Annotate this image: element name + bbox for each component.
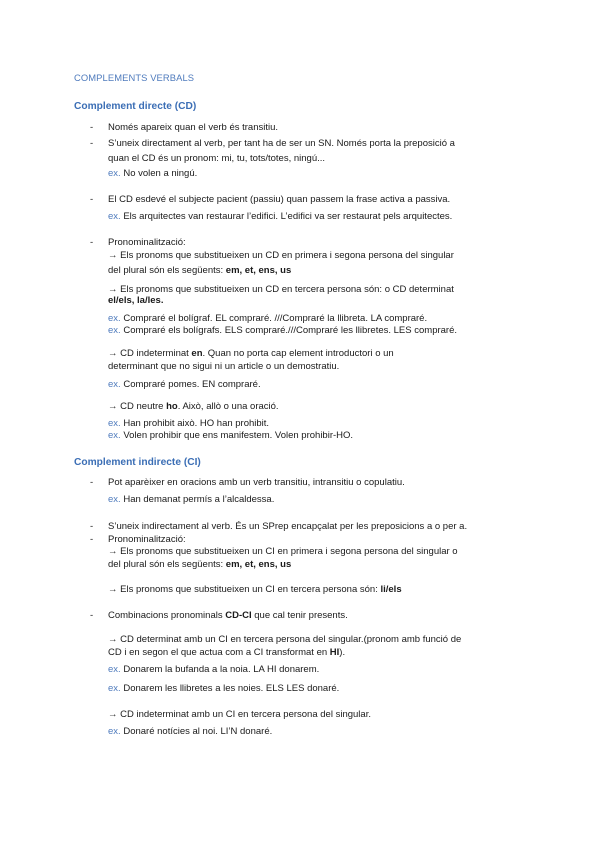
arrow-icon: →: [108, 401, 118, 412]
cd-bullet-sn-l1: S’uneix directament al verb, per tant ha de ser un SN. Només porta la preposició a: [108, 138, 455, 149]
example-line: [108, 726, 272, 738]
bullet-dash: -: [90, 477, 94, 488]
example-line: [108, 430, 353, 442]
arrow-icon: →: [108, 250, 118, 261]
cd-bullet-passiva: El CD esdevé el subjecte pacient (passiu) quan passem la frase activa a passiva.: [108, 194, 451, 205]
cd-pronoms-1-l2: del plural són els següents: em, et, ens, us: [108, 265, 292, 276]
example-line: [108, 325, 457, 337]
cd-indeterminat-l2: determinant que no sigui ni un article o un demostratiu.: [108, 361, 340, 372]
example-text: Han prohibit això. HO han prohibit.: [123, 418, 270, 429]
section-heading-ci: Complement indirecte (CI): [74, 457, 201, 468]
example-label: ex.: [108, 325, 121, 336]
arrow-icon: →: [108, 709, 118, 720]
bullet-dash: -: [90, 122, 94, 133]
example-text: Els arquitectes van restaurar l’edifici. L’edifici va ser restaurat pels arquitectes.: [123, 211, 453, 222]
example-text: Compraré el bolígraf. EL compraré. ///Compraré la llibreta. LA compraré.: [123, 313, 428, 324]
section-heading-cd: Complement directe (CD): [74, 101, 197, 112]
ci-pronominalitzacio: Pronominalització:: [108, 534, 186, 545]
example-label: ex.: [108, 494, 121, 505]
example-label: ex.: [108, 211, 121, 222]
page-title: COMPLEMENTS VERBALS: [74, 72, 195, 83]
arrow-icon: →: [108, 546, 118, 557]
arrow-icon: →: [108, 584, 118, 595]
example-text: Compraré els bolígrafs. ELS compraré.///Compraré les llibretes. LES compraré.: [123, 325, 458, 336]
example-label: ex.: [108, 430, 121, 441]
cd-bullet-transitiu: Només apareix quan el verb és transitiu.: [108, 122, 279, 133]
example-line: [108, 494, 274, 506]
example-text: Donaré notícies al noi. LI’N donaré.: [123, 726, 273, 737]
example-text: Compraré pomes. EN compraré.: [123, 379, 261, 390]
example-label: ex.: [108, 664, 121, 675]
example-text: No volen a ningú.: [123, 168, 198, 179]
ci-bullet-oracions: Pot aparèixer en oracions amb un verb transitiu, intransitiu o copulatiu.: [108, 477, 405, 488]
cd-indeterminat-l1: → CD indeterminat en. Quan no porta cap element introductori o un: [108, 348, 394, 359]
example-text: Han demanat permís a l’alcaldessa.: [123, 494, 275, 505]
example-label: ex.: [108, 418, 121, 429]
example-line: [108, 683, 339, 695]
arrow-icon: →: [108, 348, 118, 359]
bullet-dash: -: [90, 521, 94, 532]
example-label: ex.: [108, 379, 121, 390]
cd-neutre: → CD neutre ho. Això, allò o una oració.: [108, 401, 279, 412]
bullet-dash: -: [90, 194, 94, 205]
ci-pronoms-1-l1: → Els pronoms que substitueixen un CI en primera i segona persona del singular o: [108, 546, 458, 557]
example-line: [108, 168, 197, 180]
example-label: ex.: [108, 313, 121, 324]
ci-comb-1-l2: CD i en segon el que actua com a CI transformat en HI).: [108, 647, 346, 658]
ci-combinacions: Combinacions pronominals CD-CI que cal tenir presents.: [108, 610, 348, 621]
arrow-icon: →: [108, 284, 118, 295]
cd-pronoms-1-l1: → Els pronoms que substitueixen un CD en primera i segona persona del singular: [108, 250, 454, 261]
ci-comb-2: → CD indeterminat amb un CI en tercera persona del singular.: [108, 709, 371, 720]
bullet-dash: -: [90, 237, 94, 248]
bullet-dash: -: [90, 138, 94, 149]
arrow-icon: →: [108, 634, 118, 645]
example-line: [108, 211, 452, 223]
example-line: [108, 664, 319, 676]
cd-pronoms-2-l1: → Els pronoms que substitueixen un CD en tercera persona són: o CD determinat: [108, 284, 454, 295]
cd-pronoms-2-l2: el/els, la/les.: [108, 295, 164, 306]
example-line: [108, 418, 269, 430]
example-label: ex.: [108, 726, 121, 737]
example-line: [108, 379, 261, 391]
ci-pronoms-1-l2: del plural són els següents: em, et, ens, us: [108, 559, 292, 570]
ci-bullet-sprep: S’uneix indirectament al verb. És un SPrep encapçalat per les preposicions a o per a.: [108, 521, 468, 532]
ci-comb-1-l1: → CD determinat amb un CI en tercera persona del singular.(pronom amb funció de: [108, 634, 462, 645]
ci-pronoms-2: → Els pronoms que substitueixen un CI en tercera persona són: li/els: [108, 584, 402, 595]
example-label: ex.: [108, 683, 121, 694]
example-label: ex.: [108, 168, 121, 179]
pronoms-bold: em, et, ens, us: [225, 265, 292, 276]
example-text: Donarem les llibretes a les noies. ELS LES donaré.: [123, 683, 340, 694]
cd-bullet-sn-l2: quan el CD és un pronom: mi, tu, tots/totes, ningú...: [108, 153, 326, 164]
cd-pronominalitzacio: Pronominalització:: [108, 237, 186, 248]
bullet-dash: -: [90, 534, 94, 545]
example-text: Donarem la bufanda a la noia. LA HI donarem.: [123, 664, 320, 675]
example-text: Volen prohibir que ens manifestem. Volen prohibir-HO.: [123, 430, 354, 441]
bullet-dash: -: [90, 610, 94, 621]
example-line: [108, 313, 427, 325]
